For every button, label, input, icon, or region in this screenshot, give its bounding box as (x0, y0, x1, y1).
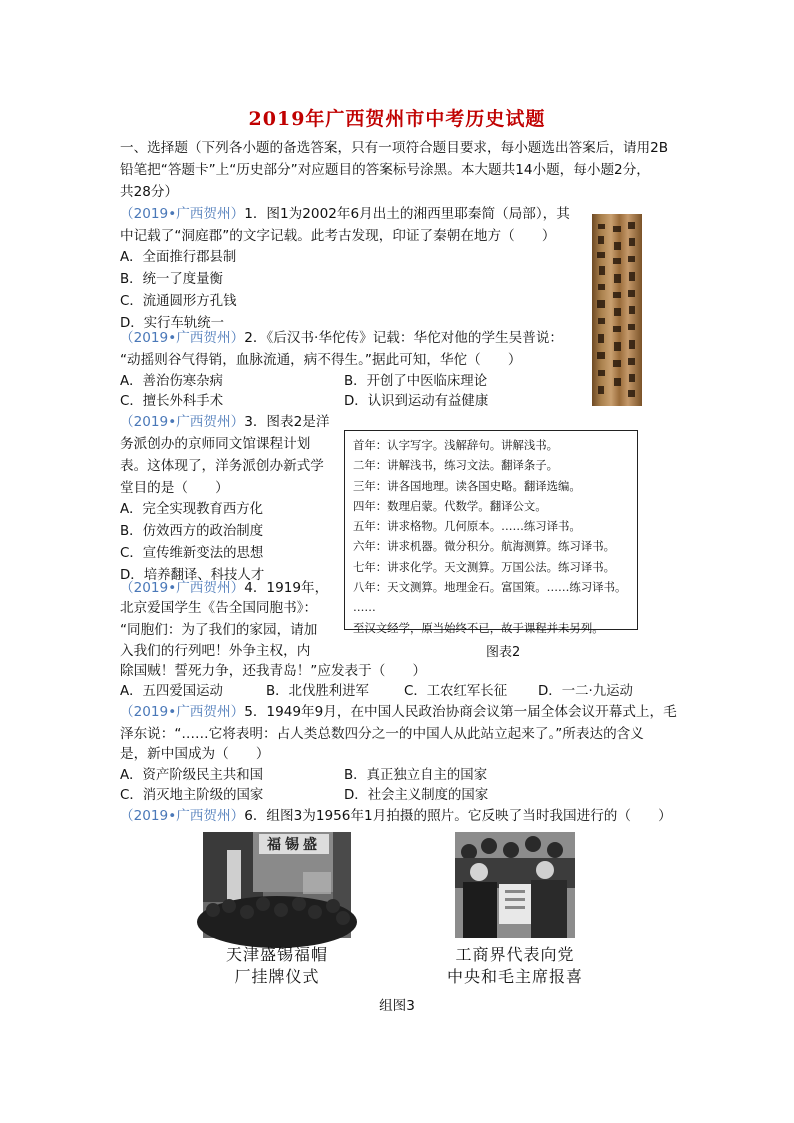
question-3-line-4: 堂目的是（ ） (120, 480, 229, 496)
question-3-line-3: 表。这体现了，洋务派创办新式学 (120, 458, 324, 474)
question-1-line-1: （2019•广西贺州）1．图1为2002年6月出土的湘西里耶秦简（局部），其 (120, 206, 570, 222)
question-5-option-a: A．资产阶级民主共和国 (120, 768, 264, 783)
table-row: 七年：讲求化学。天文测算。万国公法。练习译书。 (353, 559, 615, 574)
question-3-line-2: 务派创办的京师同文馆课程计划 (120, 436, 311, 452)
question-1-option-a: A．全面推行郡县制 (120, 250, 237, 265)
table-row: 八年：天文测算。地理金石。富国策。……练习译书。 (353, 580, 627, 595)
photo-right-caption-line-2: 中央和毛主席报喜 (446, 967, 583, 986)
question-4-line-3: “同胞们：为了我们的家园，请加 (120, 622, 318, 638)
question-5-line-3: 是，新中国成为（ ） (120, 746, 270, 762)
source-tag: （2019•广西贺州） (120, 206, 245, 222)
source-tag: （2019•广西贺州） (120, 414, 245, 430)
question-2-option-d: D．认识到运动有益健康 (344, 394, 489, 409)
source-tag: （2019•广西贺州） (120, 330, 245, 346)
photo-business-representatives (455, 832, 575, 938)
question-5-line-1: （2019•广西贺州）5．1949年9月，在中国人民政治协商会议第一届全体会议开幕式上，毛 (120, 704, 677, 720)
question-4-line-1: （2019•广西贺州）4．1919年， (120, 580, 329, 596)
instructions-line-3: 共28分） (120, 184, 179, 200)
question-1-option-c: C．流通圆形方孔钱 (120, 294, 237, 309)
question-3-line-1: （2019•广西贺州）3．图表2是洋 (120, 414, 330, 430)
question-5-line-2: 泽东说：“……它将表明：占人类总数四分之一的中国人从此站立起来了。”所表达的含义 (120, 726, 644, 742)
question-3-option-b: B．仿效西方的政治制度 (120, 524, 264, 539)
group-figure-caption: 组图3 (379, 998, 415, 1014)
table-row: 六年：讲求机器。微分积分。航海测算。练习译书。 (353, 539, 615, 554)
question-2-option-a: A．善治伤寒杂病 (120, 374, 223, 389)
photo-left-caption-line-1: 天津盛锡福帽 (225, 945, 328, 964)
question-3-option-a: A．完全实现教育西方化 (120, 502, 264, 517)
question-3-option-c: C．宣传维新变法的思想 (120, 546, 264, 561)
question-4-line-2: 北京爱国学生《告全国同胞书》： (120, 600, 318, 616)
figure-1-bamboo-slip-image (592, 214, 642, 406)
photo-tianjin-ceremony (203, 832, 351, 938)
question-4-option-a: A．五四爱国运动 (120, 684, 223, 699)
question-1-option-b: B．统一了度量衡 (120, 272, 223, 287)
table-row: 四年：数理启蒙。代数学。翻译公文。 (353, 498, 547, 513)
table-row: 五年：讲求格物。几何原本。……练习译书。 (353, 519, 581, 534)
table-row: 二年：讲解浅书，练习文法。翻译条子。 (353, 458, 559, 473)
question-2-option-c: C．擅长外科手术 (120, 394, 224, 409)
source-tag: （2019•广西贺州） (120, 704, 245, 720)
photo-right-caption-line-1: 工商界代表向党 (455, 945, 575, 964)
question-5-option-b: B．真正独立自主的国家 (344, 768, 488, 783)
instructions-line-2: 铅笔把“答题卡”上“历史部分”对应题目的答案标号涂黑。本大题共14小题，每小题2分， (120, 162, 650, 178)
table-row: 至汉文经学，原当始终不已，故于课程并未另列。 (353, 620, 604, 635)
curriculum-table (344, 430, 638, 635)
source-tag: （2019•广西贺州） (120, 580, 245, 596)
photo-left-caption-line-2: 厂挂牌仪式 (234, 967, 320, 986)
instructions-line-1: 一、选择题（下列各小题的备选答案，只有一项符合题目要求，每小题选出答案后，请用2B (120, 140, 669, 156)
question-4-option-b: B．北伐胜利进军 (266, 684, 369, 699)
question-3-option-d: D．培养翻译、科技人才 (120, 568, 265, 583)
question-2-line-2: “动摇则谷气得销，血脉流通，病不得生。”据此可知，华佗（ ） (120, 352, 522, 368)
source-tag: （2019•广西贺州） (120, 808, 245, 824)
question-1-line-2: 中记载了“洞庭郡”的文字记载。此考古发现，印证了秦朝在地方（ ） (120, 228, 556, 244)
question-4-line-4: 入我们的行列吧！外争主权，内 (120, 643, 311, 659)
table-row: 三年：讲各国地理。读各国史略。翻译选编。 (353, 478, 581, 493)
question-1-option-d: D．实行车轨统一 (120, 316, 225, 331)
question-6-line-1: （2019•广西贺州）6．组图3为1956年1月拍摄的照片。它反映了当时我国进行的（ ） (120, 808, 672, 824)
page-title: 2019年广西贺州市中考历史试题 (248, 108, 546, 130)
question-4-option-d: D．一二·九运动 (538, 684, 633, 699)
question-5-option-c: C．消灭地主阶级的国家 (120, 788, 264, 803)
question-4-option-c: C．工农红军长征 (404, 684, 508, 699)
table-row: 首年：认字写字。浅解辞句。讲解浅书。 (353, 438, 559, 452)
question-4-line-5: 除国贼！誓死力争，还我青岛！”应发表于（ ） (120, 663, 427, 679)
question-2-line-1: （2019•广西贺州）2．《后汉书·华佗传》记载：华佗对他的学生吴普说： (120, 330, 564, 346)
table-row: …… (353, 600, 376, 615)
question-5-option-d: D．社会主义制度的国家 (344, 788, 489, 803)
question-2-option-b: B．开创了中医临床理论 (344, 374, 488, 389)
table-2-caption: 图表2 (486, 645, 521, 660)
shop-sign: 福锡盛 (267, 837, 321, 853)
